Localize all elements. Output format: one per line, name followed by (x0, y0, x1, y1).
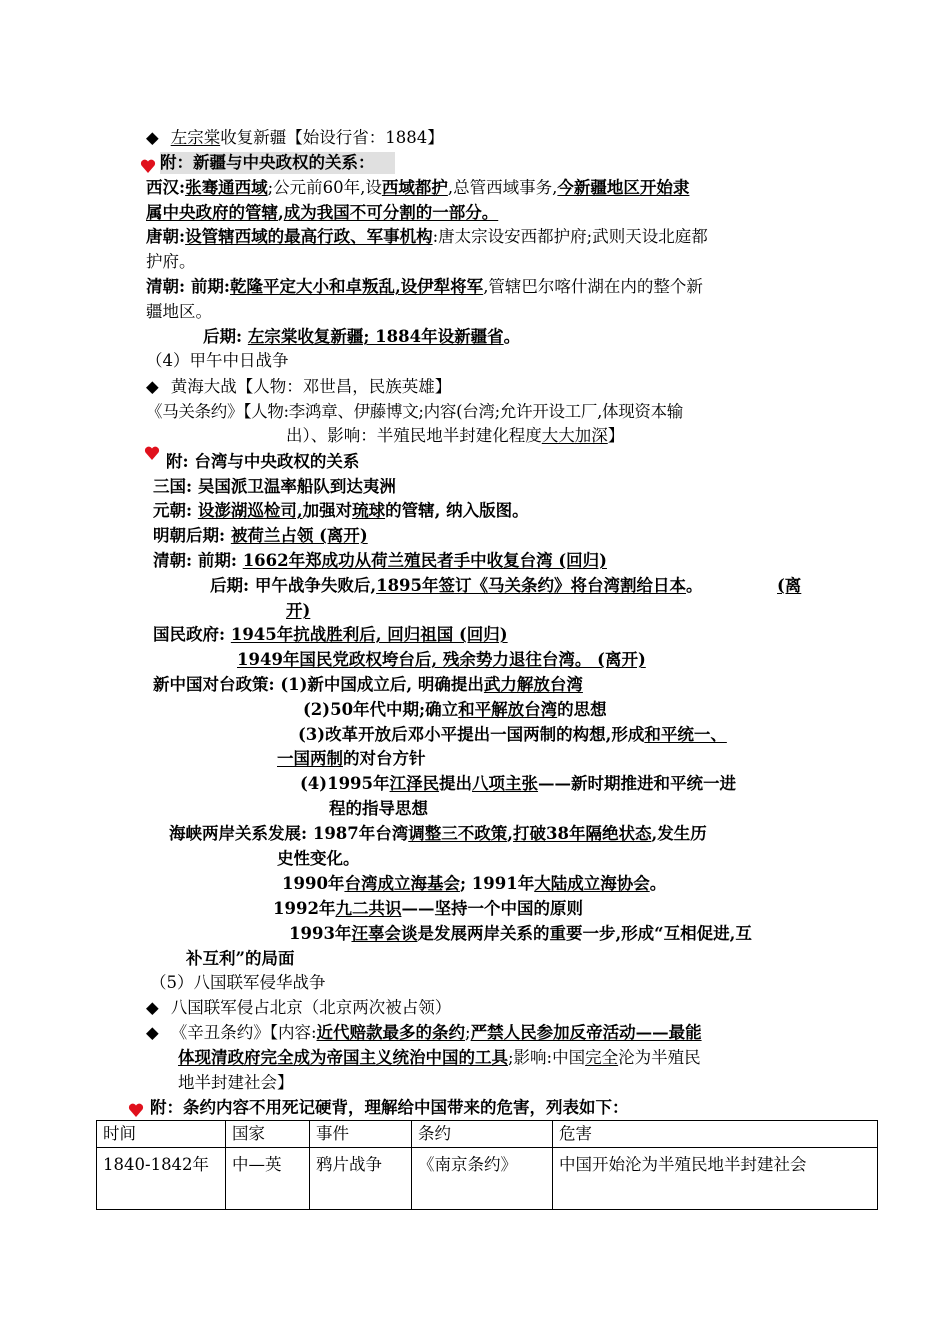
qing-tw-line: 清朝: 前期: 1662年郑成功从荷兰殖民者手中收复台湾 (回归) (153, 551, 607, 570)
xihan-line-2: 属中央政府的管辖,成为我国不可分割的一部分。 (146, 203, 499, 222)
policy-line-4: (4)1995年江泽民提出八项主张——新时期推进和平统一进 (300, 774, 737, 793)
gmd-line-1: 国民政府: 1945年抗战胜利后, 回归祖国 (回归) (153, 625, 508, 644)
qing-tw-late-1: 后期: 甲午战争失败后,1895年签订《马关条约》将台湾割给日本。 (210, 576, 703, 595)
xinchou-line-1: ◆ 《辛丑条约》【内容:近代赔款最多的条约;严禁人民参加反帝活动——最能 (146, 1023, 702, 1042)
qing-tw-leave-2: 开) (286, 601, 311, 620)
table-header-row (97, 1121, 878, 1148)
table-cell: 1840-1842年 (97, 1148, 226, 1210)
header-cell: 危害 (553, 1121, 878, 1148)
xinjiang-line (146, 127, 444, 149)
y1993-line: 1993年汪辜会谈是发展两岸关系的重要一步,形成“互相促进,互 (289, 924, 752, 943)
maguan-line-2: 出）、影响：半殖民地半封建化程度大大加深】 (286, 426, 625, 445)
tang-line-1: 唐朝:设管辖西域的最高行政、军事机构:唐太宗设安西都护府;武则天设北庭都 (146, 227, 708, 246)
xinjiang-attach-title: 附：新疆与中央政权的关系： (160, 152, 395, 174)
tang-line-2: 护府。 (146, 252, 196, 271)
xinjiang-text: 收复新疆【始设行省：1884】 (220, 128, 444, 147)
policy-line-2: (2)50年代中期;确立和平解放台湾的思想 (303, 700, 607, 719)
y1992-line: 1992年九二共识——坚持一个中国的原则 (273, 899, 583, 918)
qing-xj-line-2: 疆地区。 (146, 302, 212, 321)
policy-line-1: 新中国对台政策: (1)新中国成立后, 明确提出武力解放台湾 (153, 675, 583, 694)
table-cell: 鸦片战争 (310, 1148, 412, 1210)
table-cell: 《南京条约》 (412, 1148, 553, 1210)
baguo-heading: （5）八国联军侵华战争 (150, 973, 326, 992)
table-cell: 中国开始沦为半殖民地半封建社会 (553, 1148, 878, 1210)
taiwan-attach-title: 附: 台湾与中央政权的关系 (166, 452, 360, 471)
policy-line-3: (3)改革开放后邓小平提出一国两制的构想,形成和平统一、 (298, 725, 727, 744)
table-row (97, 1148, 878, 1210)
heart-icon (128, 1102, 144, 1118)
header-cell: 事件 (310, 1121, 412, 1148)
y1990-line: 1990年台湾成立海基会; 1991年大陆成立海协会。 (282, 874, 667, 893)
ming-line: 明朝后期: 被荷兰占领 (离开) (153, 526, 368, 545)
cross-strait-line-1: 海峡两岸关系发展: 1987年台湾调整三不政策,打破38年隔绝状态,发生历 (169, 824, 707, 843)
bullet-icon: ◆ (146, 1023, 159, 1042)
heart-icon (144, 445, 160, 461)
yuan-line: 元朝: 设澎湖巡检司,加强对琉球的管辖, 纳入版图。 (153, 501, 529, 520)
qing-xj-line-1: 清朝: 前期:乾隆平定大小和卓叛乱,设伊犁将军,管辖巴尔喀什湖在内的整个新 (146, 277, 703, 296)
header-cell: 条约 (412, 1121, 553, 1148)
policy-line-3b: 一国两制的对台方针 (277, 749, 426, 768)
xihan-line-1: 西汉:张骞通西域;公元前60年,设西域都护,总管西域事务,今新疆地区开始隶 (146, 178, 690, 197)
jiawu-heading: （4）甲午中日战争 (146, 351, 289, 370)
policy-line-4b: 程的指导思想 (329, 799, 428, 818)
xinchou-line-3: 地半封建社会】 (178, 1073, 294, 1092)
bullet-icon: ◆ (146, 377, 159, 396)
huanghai-line: ◆ 黄海大战【人物：邓世昌，民族英雄】 (146, 377, 452, 396)
heart-icon (140, 158, 156, 174)
xinchou-line-2: 体现清政府完全成为帝国主义统治中国的工具;影响:中国完全沦为半殖民 (178, 1048, 701, 1067)
cross-strait-line-2: 史性变化。 (277, 849, 360, 868)
bullet-icon: ◆ (146, 128, 159, 147)
table-cell: 中—英 (226, 1148, 310, 1210)
treaty-table (96, 1120, 878, 1210)
y1993-line-2: 补互利”的局面 (186, 949, 295, 968)
zuo-zongtang: 左宗棠 (170, 128, 221, 147)
qing-xj-late: 后期: 左宗棠收复新疆; 1884年设新疆省。 (203, 327, 521, 346)
baguo-line: ◆ 八国联军侵占北京（北京两次被占领） (146, 998, 452, 1017)
treaty-attach-title: 附：条约内容不用死记硬背，理解给中国带来的危害，列表如下： (150, 1098, 629, 1117)
qing-tw-leave-1: (离 (777, 576, 802, 595)
maguan-line-1: 《马关条约》【人物:李鸿章、伊藤博文;内容(台湾;允许开设工厂,体现资本输 (146, 402, 684, 421)
header-cell: 时间 (97, 1121, 226, 1148)
gmd-line-2: 1949年国民党政权垮台后, 残余势力退往台湾。 (离开) (237, 650, 646, 669)
sanguo-line: 三国: 吴国派卫温率船队到达夷洲 (153, 477, 396, 496)
header-cell: 国家 (226, 1121, 310, 1148)
bullet-icon: ◆ (146, 998, 159, 1017)
